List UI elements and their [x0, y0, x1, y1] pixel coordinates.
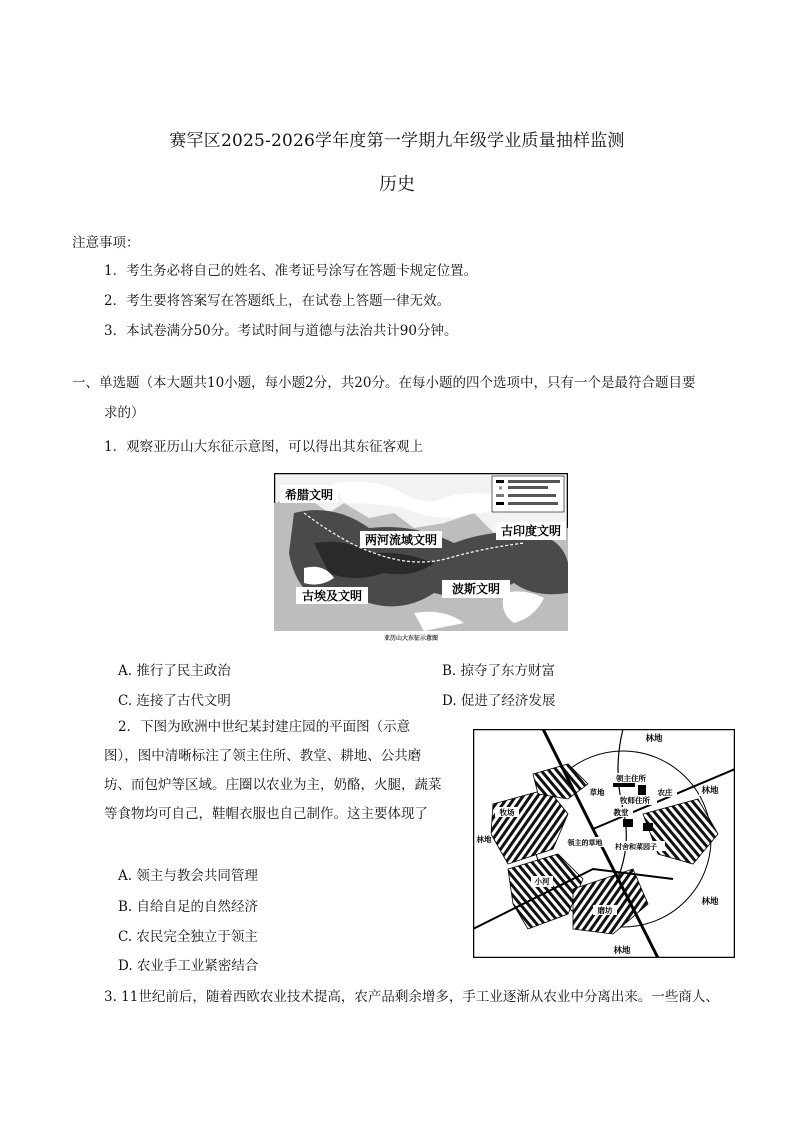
- label-farmstead: 农庄: [657, 788, 673, 797]
- manor-plan-map: [473, 729, 735, 958]
- label-woodland: 林地: [701, 897, 719, 907]
- label-meadow: 草地: [589, 788, 605, 797]
- q2-option-d[interactable]: D. 农业手工业紧密结合: [118, 958, 259, 974]
- exam-title: 赛罕区2025-2026学年度第一学期九年级学业质量抽样监测: [169, 131, 625, 151]
- q1-option-d[interactable]: D. 促进了经济发展: [442, 693, 556, 709]
- notes-heading: 注意事项：: [72, 235, 140, 251]
- label-woodland: 林地: [645, 734, 663, 744]
- alexander-campaign-map: [274, 473, 568, 631]
- map-label-mesopotamia: 两河流域文明: [364, 533, 438, 547]
- map-label-greece: 希腊文明: [284, 488, 334, 502]
- map-label-india: 古印度文明: [500, 524, 562, 538]
- q2-option-a[interactable]: A. 领主与教会共同管理: [118, 868, 258, 884]
- note-item: 3．本试卷满分50分。考试时间与道德与法治共计90分钟。: [104, 323, 458, 339]
- label-cottages-gardens: 村舍和菜园子: [615, 843, 657, 851]
- label-woodland: 林地: [613, 946, 631, 956]
- label-river: 小河: [534, 877, 550, 886]
- map-label-egypt: 古埃及文明: [301, 589, 363, 603]
- q2-option-b[interactable]: B. 自给自足的自然经济: [118, 899, 259, 915]
- label-priest-residence: 牧师住所: [620, 796, 650, 805]
- label-church: 教堂: [613, 808, 629, 817]
- label-lord-residence: 领主住所: [616, 774, 646, 783]
- map-caption: 亚历山大东征示意图: [384, 635, 439, 642]
- label-lord-meadow: 领主的草地: [567, 839, 603, 847]
- svg-text:×: ×: [498, 485, 504, 492]
- note-item: 2．考生要将答案写在答题纸上，在试卷上答题一律无效。: [104, 293, 451, 309]
- q1-option-b[interactable]: B. 掠夺了东方财富: [442, 663, 556, 679]
- label-woodland: 林地: [476, 835, 492, 844]
- label-pasture: 牧场: [499, 808, 515, 817]
- q1-option-c[interactable]: C. 连接了古代文明: [118, 693, 231, 709]
- question-1-stem: 1．观察亚历山大东征示意图，可以得出其东征客观上: [104, 439, 424, 455]
- q2-option-c[interactable]: C. 农民完全独立于领主: [118, 929, 258, 945]
- section-heading-cont: 求的）: [104, 405, 145, 421]
- label-mill: 磨坊: [597, 906, 613, 915]
- question-2-stem: 2．下图为欧洲中世纪某封建庄园的平面图（示意图），图中清晰标注了领主住所、教堂、耕地、公共磨坊、而包炉等区域。庄圈以农业为主，奶酪，火腿，蔬菜等食物均可自己，鞋帽衣服也自己制作。这主要体现了: [104, 719, 442, 822]
- map-label-persia: 波斯文明: [451, 582, 501, 596]
- exam-subject: 历史: [379, 174, 415, 195]
- section-heading: 一、单选题（本大题共10小题，每小题2分，共20分。在每小题的四个选项中，只有一个是最符合题目要: [72, 375, 696, 391]
- question-3-stem: 3. 11世纪前后，随着西欧农业技术提高，农产品剩余增多，手工业逐渐从农业中分离出来。一些商人、: [104, 989, 719, 1005]
- map-legend: [492, 476, 564, 512]
- q1-option-a[interactable]: A. 推行了民主政治: [118, 663, 231, 679]
- note-item: 1．考生务必将自己的姓名、准考证号涂写在答题卡规定位置。: [104, 263, 478, 279]
- label-woodland: 林地: [701, 786, 719, 796]
